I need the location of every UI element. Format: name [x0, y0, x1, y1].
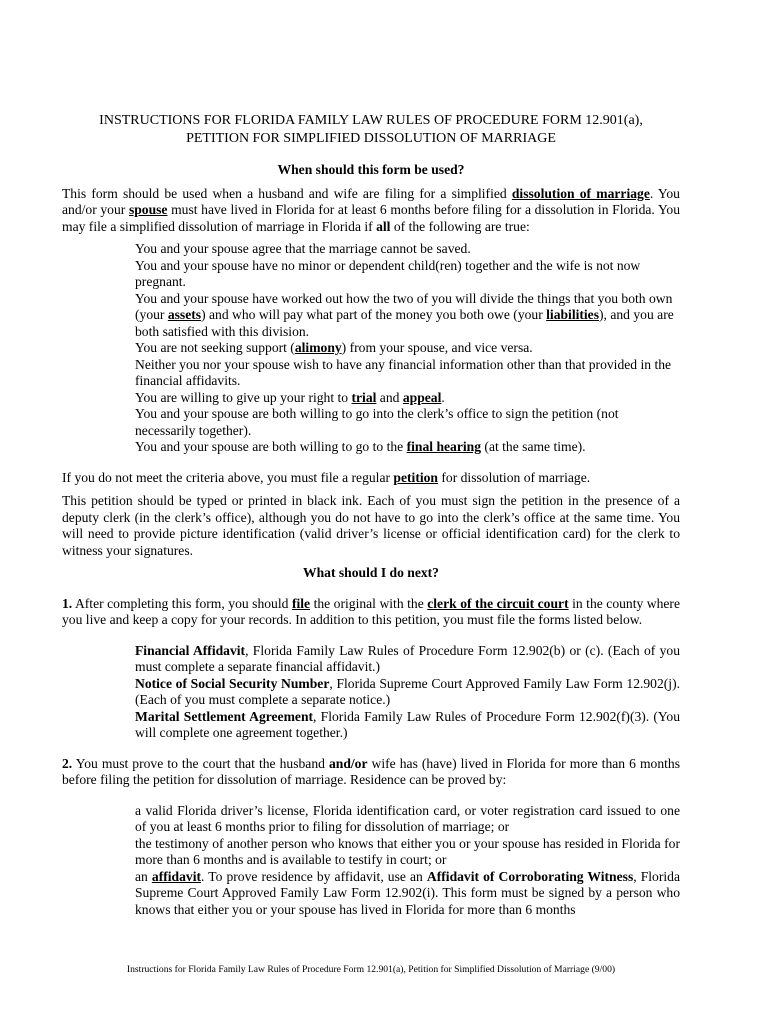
text-segment: You and your spouse have worked out how the two of you will divide the things that you both own (your — [135, 290, 673, 322]
text-segment: You must prove to the court that the husband — [72, 755, 329, 771]
list-item — [135, 291, 680, 341]
text-segment: wife has (have) lived in Florida for more than 6 months before filing the petition for dissolution of marriage. Residence can be proved by: — [62, 755, 680, 787]
list-item — [135, 643, 680, 676]
defined-term-link: final hearing — [406, 439, 482, 454]
criteria-list — [135, 241, 680, 456]
text-segment: . You and/or your — [62, 185, 680, 217]
bold-text: 1. — [62, 595, 73, 611]
text-segment: You are willing to give up your right to — [135, 389, 352, 405]
bold-text: Marital Settlement Agreement — [135, 708, 314, 724]
list-item — [135, 869, 680, 919]
list-item — [135, 241, 680, 258]
list-item — [135, 258, 680, 291]
list-item — [135, 340, 680, 357]
text-segment: You are not seeking support ( — [135, 340, 295, 355]
text-segment: If you do not meet the criteria above, you must file a regular — [62, 469, 394, 485]
bold-text: 2. — [62, 755, 73, 771]
list-item — [135, 439, 680, 456]
list-item — [135, 803, 680, 836]
required-forms-list — [135, 643, 680, 742]
criteria-note-paragraph — [62, 470, 680, 487]
bold-text: Affidavit of Corroborating Witness — [426, 868, 634, 884]
text-segment: and — [376, 389, 403, 405]
text-segment: of the following are true: — [390, 218, 530, 234]
text-segment: This petition should be typed or printed in black ink. Each of you must sign the petition in the presence of a deputy clerk (in the clerk’s office), although you do not have to go into the clerk’s office at the same time. You will need to provide picture identification (valid driver’s license or official identification card) for the clerk to witness your signatures. — [62, 493, 680, 558]
text-segment: the testimony of another person who knows that either you or your spouse has resided in Florida for more than 6 months and is available to testify in court; or — [135, 835, 680, 867]
signing-paragraph — [62, 493, 680, 559]
text-segment: You and your spouse are both willing to go to the — [135, 439, 407, 454]
defined-term-link: affidavit — [151, 868, 201, 884]
text-segment: , Florida Supreme Court Approved Family Law Form 12.902(j). (Each of you must complete a separate notice.) — [135, 675, 681, 707]
list-item — [135, 836, 680, 869]
list-item — [135, 709, 680, 742]
defined-term-link: clerk of the circuit court — [427, 595, 569, 611]
defined-term-link: alimony — [294, 340, 342, 355]
text-segment: . To prove residence by affidavit, use an — [201, 868, 427, 884]
text-segment: Neither you nor your spouse wish to have any financial information other than that provided in the financial affidavits. — [135, 356, 672, 388]
text-segment: . — [441, 389, 445, 405]
list-item — [135, 390, 680, 407]
residence-proof-list — [135, 803, 680, 919]
intro-paragraph — [62, 186, 680, 236]
text-segment: You and your spouse are both willing to go into the clerk’s office to sign the petition (not necessarily together). — [135, 406, 619, 438]
bold-text: all — [376, 218, 391, 234]
defined-term-link: liabilities — [546, 307, 600, 322]
text-segment: After completing this form, you should — [72, 595, 292, 611]
bold-text: Financial Affidavit — [135, 642, 246, 658]
defined-term-link: appeal — [402, 389, 442, 405]
text-segment: You and your spouse have no minor or dependent child(ren) together and the wife is not now pregnant. — [135, 257, 641, 289]
list-item — [135, 406, 680, 439]
step-2-paragraph — [62, 756, 680, 789]
defined-term-link: trial — [351, 389, 377, 405]
defined-term-link: spouse — [128, 202, 168, 217]
text-segment: ) and who will pay what part of the money you both owe (your — [201, 307, 547, 322]
defined-term-link: file — [291, 595, 311, 611]
text-segment: must have lived in Florida for at least 6 months before filing for a dissolution in Florida. You may file a simplified dissolution of marriage in Florida if — [62, 202, 680, 234]
text-segment: ) from your spouse, and vice versa. — [341, 340, 533, 355]
text-segment: This form should be used when a husband and wife are filing for a simplified — [62, 185, 512, 201]
defined-term-link: assets — [167, 307, 202, 322]
document-title — [62, 112, 680, 148]
document-body — [62, 112, 680, 918]
list-item — [135, 676, 680, 709]
bold-text: and/or — [328, 755, 368, 771]
section-heading-next: What should I do next? — [303, 565, 439, 580]
text-segment: , Florida Family Law Rules of Procedure Form 12.902(f)(3). (You will complete one agreement together.) — [135, 708, 680, 740]
defined-term-link: petition — [393, 469, 438, 485]
bold-text: Notice of Social Security Number — [135, 675, 330, 691]
defined-term-link: dissolution of marriage — [511, 185, 650, 201]
text-segment: a valid Florida driver’s license, Florida identification card, or voter registration card issued to one of you at least 6 months prior to filing for dissolution of marriage; or — [135, 802, 680, 834]
text-segment: (at the same time). — [481, 439, 586, 454]
list-item — [135, 357, 680, 390]
text-segment: , Florida Family Law Rules of Procedure Form 12.902(b) or (c). (Each of you must complete a separate financial affidavit.) — [135, 642, 680, 674]
title-line-1: INSTRUCTIONS FOR FLORIDA FAMILY LAW RULES OF PROCEDURE FORM 12.901(a), — [99, 113, 643, 128]
section-heading-when: When should this form be used? — [277, 162, 465, 177]
step-1-paragraph — [62, 596, 680, 629]
text-segment: You and your spouse agree that the marriage cannot be saved. — [135, 241, 471, 256]
page-footer: Instructions for Florida Family Law Rules of Procedure Form 12.901(a), Petition for Simplified Dissolution of Marriage (9/00) — [126, 964, 616, 975]
text-segment: ), and you are both satisfied with this division. — [135, 307, 674, 339]
text-segment: the original with the — [310, 595, 428, 611]
text-segment: for dissolution of marriage. — [437, 469, 591, 485]
text-segment: an — [135, 868, 152, 884]
text-segment: in the county where you live and keep a copy for your records. In addition to this petition, you must file the forms listed below. — [62, 595, 680, 627]
text-segment: , Florida Supreme Court Approved Family Law Form 12.902(i). This form must be signed by a person who knows that either you or your spouse has lived in Florida for more than 6 months — [135, 868, 680, 917]
title-line-2: PETITION FOR SIMPLIFIED DISSOLUTION OF MARRIAGE — [186, 131, 556, 146]
